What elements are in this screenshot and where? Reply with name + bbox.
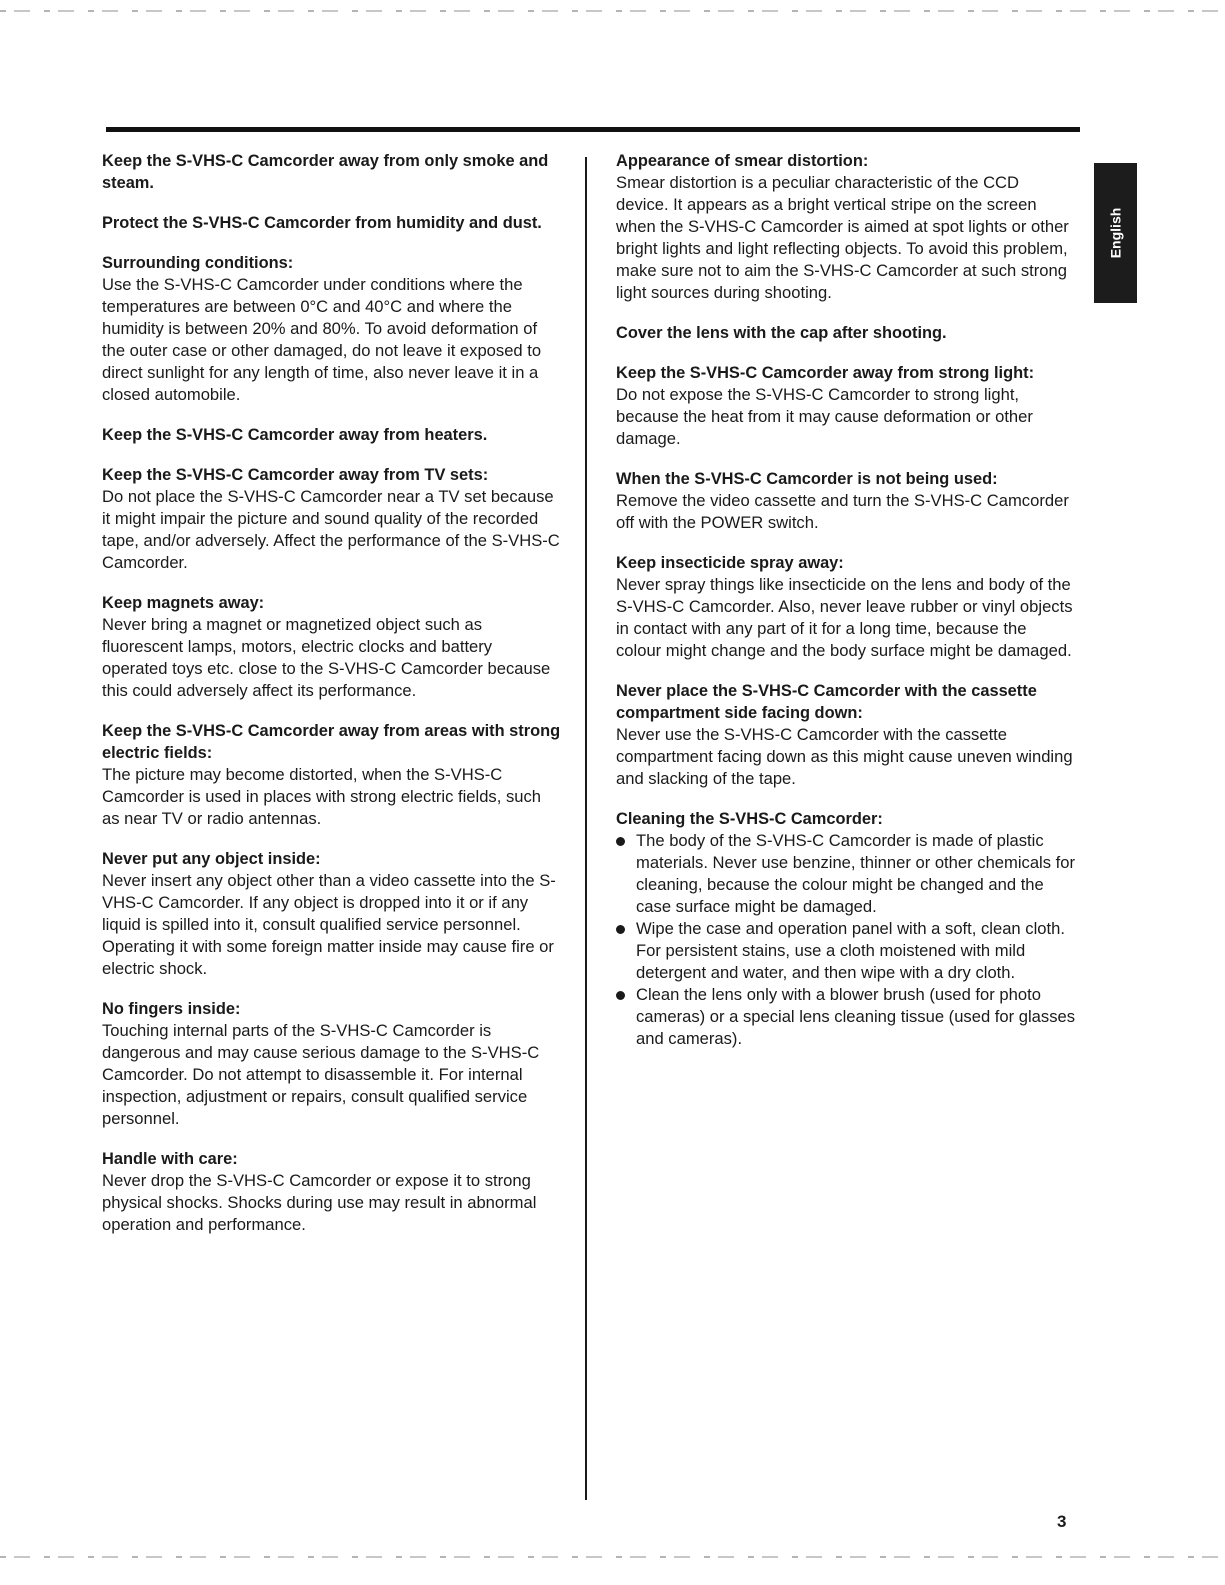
section-handle-with-care	[102, 1148, 562, 1236]
section-smear-distortion	[616, 150, 1076, 304]
bullet-text: Clean the lens only with a blower brush (used for photo cameras) or a special lens cleaning tissue (used for glasses and cameras).	[636, 985, 1076, 1048]
section-body: Never drop the S-VHS-C Camcorder or expose it to strong physical shocks. Shocks during use may result in abnormal operation and performance.	[102, 1171, 537, 1234]
scan-edge-bottom	[0, 1556, 1225, 1558]
section-heading: Cleaning the S-VHS-C Camcorder:	[616, 810, 883, 828]
section-cleaning	[616, 808, 1076, 1050]
bullet-dot-icon	[616, 837, 625, 846]
section-insecticide	[616, 552, 1076, 662]
section-body: Never bring a magnet or magnetized object such as fluorescent lamps, motors, electric clocks and battery operated toys etc. close to the S-VHS-C Camcorder because this could adversely affect its performance.	[102, 615, 551, 700]
section-heading: Keep magnets away:	[102, 594, 265, 612]
section-heading: Protect the S-VHS-C Camcorder from humidity and dust.	[102, 214, 542, 232]
section-heading: Surrounding conditions:	[102, 254, 294, 272]
section-heading: Handle with care:	[102, 1150, 238, 1168]
bullet-text: The body of the S-VHS-C Camcorder is made of plastic materials. Never use benzine, thinner or other chemicals for cleaning, because the colour might be changed and the case surface might be damaged.	[636, 831, 1076, 916]
section-strong-light	[616, 362, 1076, 450]
section-heading: Keep the S-VHS-C Camcorder away from only smoke and steam.	[102, 152, 549, 192]
section-body: Never insert any object other than a video cassette into the S-VHS-C Camcorder. If any object is dropped into it or if any liquid is spilled into it, consult qualified service personnel. Operating it with some foreign matter inside may cause fire or electric shock.	[102, 871, 556, 978]
list-item	[616, 918, 1076, 984]
section-heading: Appearance of smear distortion:	[616, 152, 869, 170]
scan-edge-top	[0, 10, 1225, 12]
left-column	[102, 150, 562, 1254]
bullet-dot-icon	[616, 991, 625, 1000]
section-body: Do not expose the S-VHS-C Camcorder to strong light, because the heat from it may cause deformation or other damage.	[616, 385, 1033, 448]
section-body: Touching internal parts of the S-VHS-C Camcorder is dangerous and may cause serious damage to the S-VHS-C Camcorder. Do not attempt to disassemble it. For internal inspection, adjustment or repairs, consult qualified service personnel.	[102, 1021, 540, 1128]
section-heading: Never put any object inside:	[102, 850, 321, 868]
language-tab-label: English	[1107, 207, 1124, 259]
section-body: Smear distortion is a peculiar characteristic of the CCD device. It appears as a bright vertical stripe on the screen when the S-VHS-C Camcorder is aimed at spot lights or other bright lights and light reflecting objects. To avoid this problem, make sure not to aim the S-VHS-C Camcorder at such strong light sources during shooting.	[616, 173, 1069, 302]
bullet-text: Wipe the case and operation panel with a soft, clean cloth. For persistent stains, use a cloth moistened with mild detergent and water, and then wipe with a dry cloth.	[636, 919, 1065, 982]
section-body: Remove the video cassette and turn the S-VHS-C Camcorder off with the POWER switch.	[616, 491, 1069, 532]
section-heading: When the S-VHS-C Camcorder is not being used:	[616, 470, 998, 488]
section-heading: Cover the lens with the cap after shooting.	[616, 324, 947, 342]
section-body: Never spray things like insecticide on the lens and body of the S-VHS-C Camcorder. Also, never leave rubber or vinyl objects in contact with any part of it for a long time, because the colour might change and the body surface might be damaged.	[616, 575, 1073, 660]
section-heading: Keep the S-VHS-C Camcorder away from areas with strong electric fields:	[102, 722, 561, 762]
section-heading: Never place the S-VHS-C Camcorder with the cassette compartment side facing down:	[616, 682, 1037, 722]
column-divider	[585, 157, 587, 1500]
top-rule	[106, 127, 1080, 132]
section-smoke-steam	[102, 150, 562, 194]
section-heading: Keep insecticide spray away:	[616, 554, 844, 572]
section-surrounding-conditions	[102, 252, 562, 406]
section-not-being-used	[616, 468, 1076, 534]
section-heading: Keep the S-VHS-C Camcorder away from TV sets:	[102, 466, 489, 484]
section-fingers-inside	[102, 998, 562, 1130]
list-item	[616, 984, 1076, 1050]
cleaning-bullet-list	[616, 830, 1076, 1050]
section-humidity-dust	[102, 212, 562, 234]
section-body: The picture may become distorted, when the S-VHS-C Camcorder is used in places with strong electric fields, such as near TV or radio antennas.	[102, 765, 541, 828]
section-magnets	[102, 592, 562, 702]
list-item	[616, 830, 1076, 918]
bullet-dot-icon	[616, 925, 625, 934]
section-body: Do not place the S-VHS-C Camcorder near a TV set because it might impair the picture and sound quality of the recorded tape, and/or adversely. Affect the performance of the S-VHS-C Camcorder.	[102, 487, 560, 572]
language-tab	[1094, 163, 1137, 303]
section-body: Never use the S-VHS-C Camcorder with the cassette compartment facing down as this might cause uneven winding and slacking of the tape.	[616, 725, 1073, 788]
section-electric-fields	[102, 720, 562, 830]
section-object-inside	[102, 848, 562, 980]
section-lens-cap	[616, 322, 1076, 344]
right-column	[616, 150, 1076, 1068]
section-heading: Keep the S-VHS-C Camcorder away from strong light:	[616, 364, 1035, 382]
section-tv-sets	[102, 464, 562, 574]
section-heaters	[102, 424, 562, 446]
section-heading: No fingers inside:	[102, 1000, 241, 1018]
page-number: 3	[1057, 1512, 1067, 1531]
section-body: Use the S-VHS-C Camcorder under conditions where the temperatures are between 0°C and 40°C and where the humidity is between 20% and 80%. To avoid deformation of the outer case or other damaged, do not leave it exposed to direct sunlight for any length of time, also never leave it in a closed automobile.	[102, 275, 542, 404]
section-heading: Keep the S-VHS-C Camcorder away from heaters.	[102, 426, 488, 444]
section-cassette-side-down	[616, 680, 1076, 790]
